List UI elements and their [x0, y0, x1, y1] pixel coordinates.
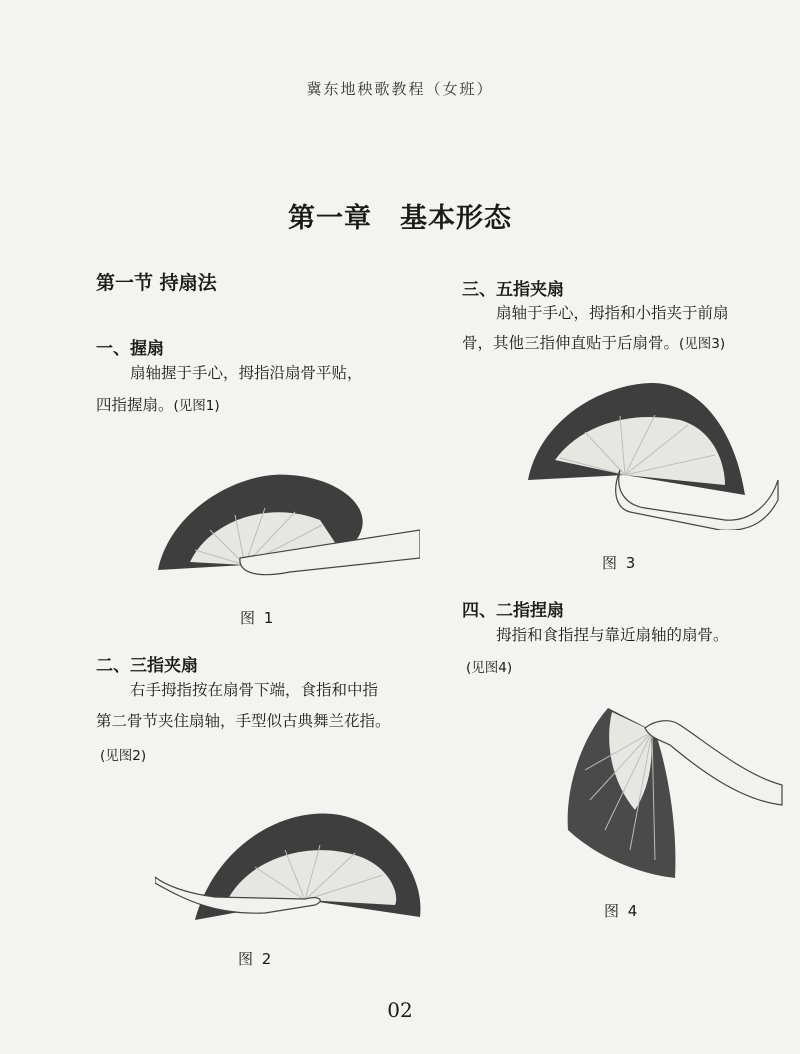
figure-4-fan-image — [560, 700, 785, 880]
figure-1-fan-image — [150, 470, 420, 580]
running-header: 冀东地秧歌教程（女班） — [306, 80, 494, 98]
item2-text-line1: 右手拇指按在扇骨下端，食指和中指 — [130, 681, 379, 699]
item4-figure-ref: (见图4) — [466, 660, 513, 676]
figure-2-fan-image — [155, 805, 425, 930]
chapter-title: 第一章 基本形态 — [288, 203, 512, 234]
item2-text-line2: 第二骨节夹住扇轴，手型似古典舞兰花指。 — [96, 712, 391, 730]
item1-text-line1: 扇轴握于手心，拇指沿扇骨平贴， — [130, 364, 363, 382]
item1-heading: 一、握扇 — [96, 339, 164, 359]
item4-text-line1: 拇指和食指捏与靠近扇轴的扇骨。 — [496, 626, 729, 644]
figure-2-caption: 图 2 — [238, 950, 274, 968]
item3-text-line1: 扇轴于手心，拇指和小指夹于前扇 — [496, 304, 729, 322]
item4-heading: 四、二指捏扇 — [462, 601, 564, 621]
section-title: 第一节 持扇法 — [96, 272, 217, 294]
page-number: 02 — [387, 998, 413, 1022]
figure-3-caption: 图 3 — [602, 554, 638, 572]
item3-heading: 三、五指夹扇 — [462, 280, 564, 300]
figure-4-caption: 图 4 — [604, 902, 640, 920]
figure-3-fan-image — [520, 380, 780, 530]
item3-figure-ref: (见图3) — [679, 336, 726, 352]
item2-figure-ref: (见图2) — [100, 748, 147, 764]
item3-text-line2-wrap — [462, 328, 725, 359]
item1-text-line2-wrap — [96, 390, 220, 421]
figure-1-caption: 图 1 — [240, 609, 276, 627]
item3-text-line2: 骨，其他三指伸直贴于后扇骨。 — [462, 334, 680, 352]
item1-figure-ref: (见图1) — [173, 398, 220, 414]
item1-text-line2: 四指握扇。 — [96, 396, 174, 414]
item2-heading: 二、三指夹扇 — [96, 656, 198, 676]
